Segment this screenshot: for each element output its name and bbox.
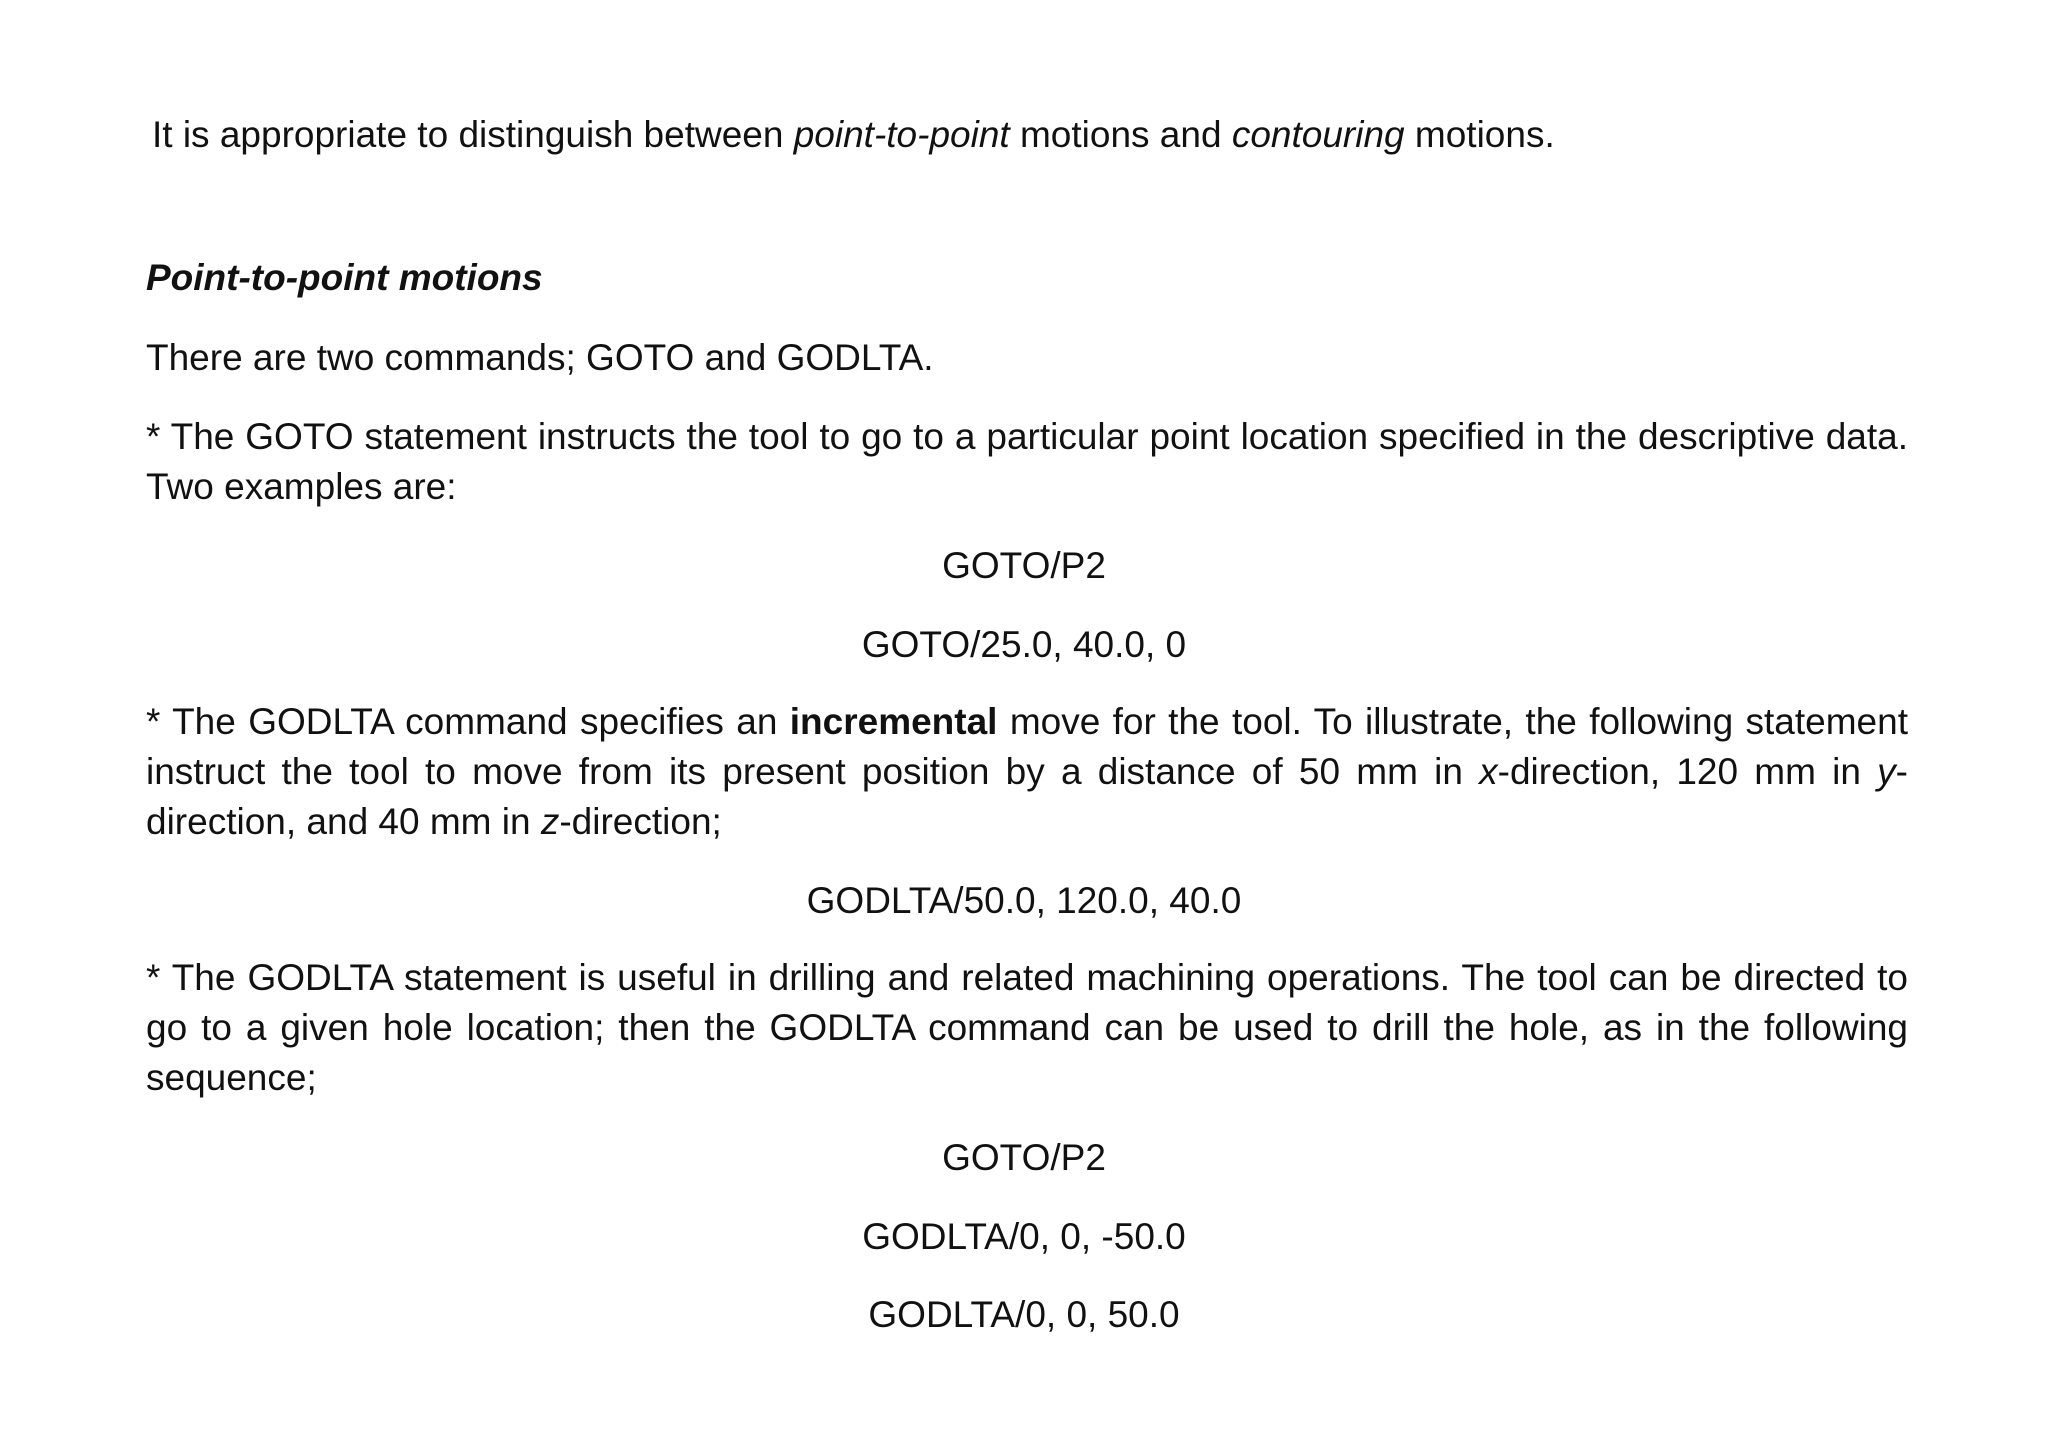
godlta-axis-x: x — [1479, 751, 1498, 792]
intro-term-point-to-point: point-to-point — [793, 114, 1010, 155]
godlta-axis-z: z — [540, 801, 560, 842]
intro-sentence — [152, 110, 1914, 160]
goto-paragraph: * The GOTO statement instructs the tool to go to a particular point location specified in the descriptive data. Two examples are: — [146, 416, 1908, 507]
godlta-example: GODLTA/50.0, 120.0, 40.0 — [806, 880, 1242, 921]
drill-paragraph: * The GODLTA statement is useful in drilling and related machining operations. The tool can be directed to go to a given hole location; then the GODLTA command can be used to drill the hole, as in the following sequence; — [146, 957, 1908, 1098]
godlta-text-start: * The GODLTA command specifies an — [146, 701, 790, 742]
godlta-incremental-term: incremental — [789, 701, 998, 742]
section-heading: Point-to-point motions — [146, 257, 543, 298]
goto-example-1: GOTO/P2 — [942, 545, 1106, 586]
godlta-paragraph — [146, 697, 1908, 847]
godlta-text-part3: -direction, 120 mm in — [1497, 751, 1878, 792]
godlta-axis-y: y — [1877, 751, 1896, 792]
drill-step-1: GOTO/P2 — [942, 1137, 1106, 1178]
intro-text-start: It is appropriate to distinguish between — [152, 114, 794, 155]
intro-term-contouring: contouring — [1231, 114, 1405, 155]
goto-example-2: GOTO/25.0, 40.0, 0 — [861, 624, 1187, 665]
godlta-text-part4: -direction, and 40 mm in — [146, 751, 1908, 842]
godlta-text-end: -direction; — [559, 801, 722, 842]
intro-text-middle: motions and — [1009, 114, 1232, 155]
godlta-text-part2: move for the tool. To illustrate, the following statement instruct the tool to move from its present position by a distance of 50 mm in — [146, 701, 1908, 792]
intro-text-end: motions. — [1404, 114, 1555, 155]
drill-step-3: GODLTA/0, 0, 50.0 — [868, 1294, 1180, 1335]
commands-line: There are two commands; GOTO and GODLTA. — [146, 337, 934, 378]
drill-step-2: GODLTA/0, 0, -50.0 — [862, 1216, 1186, 1257]
